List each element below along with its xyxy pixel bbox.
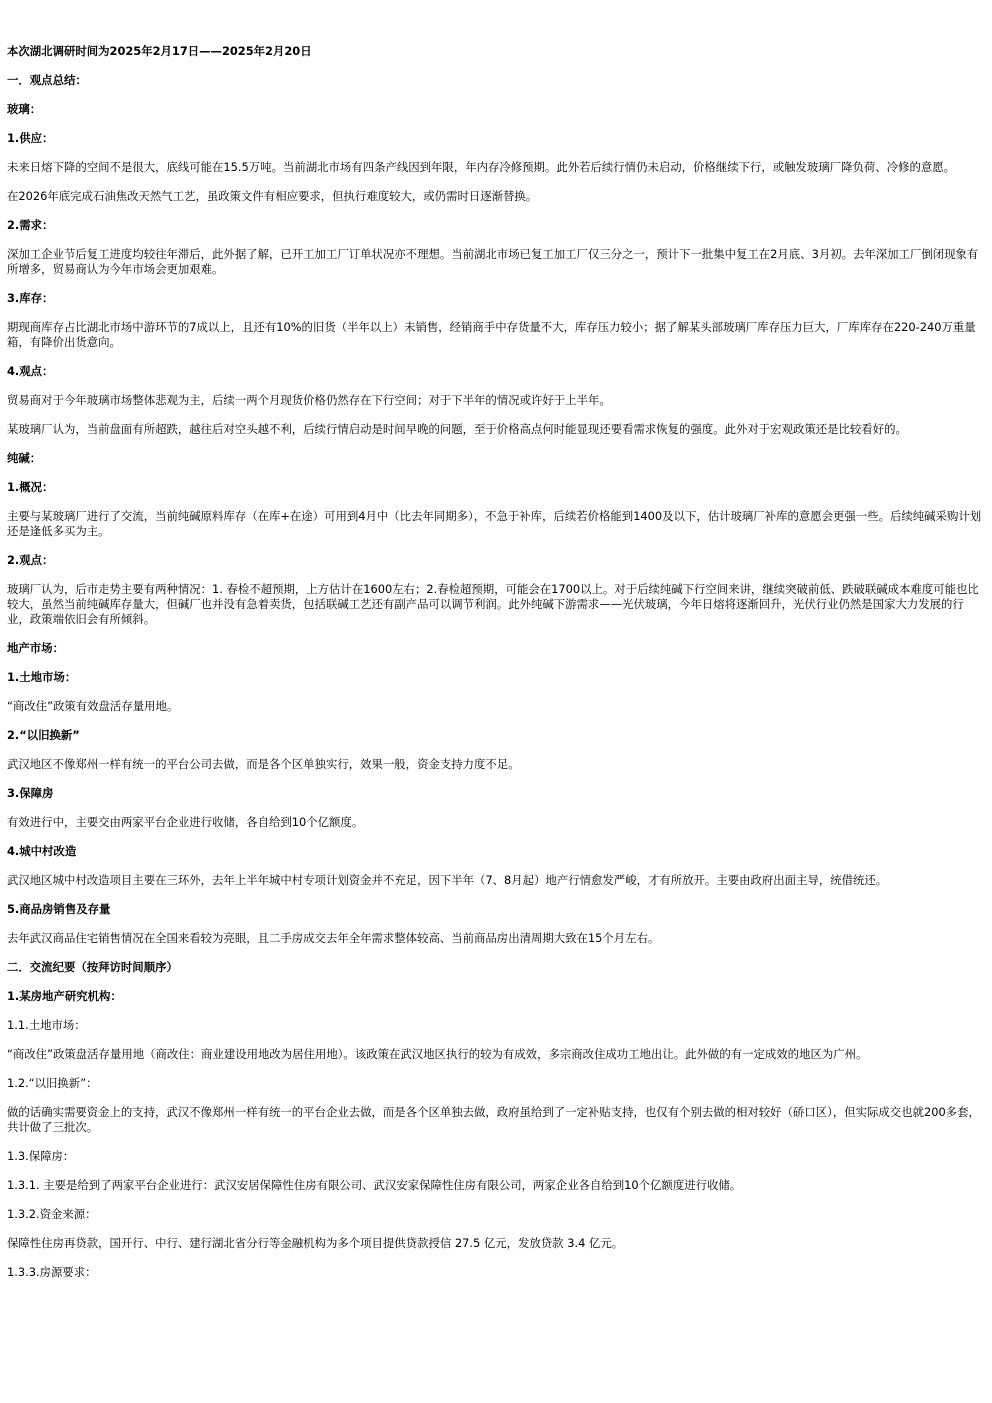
glass-views-paragraph: 贸易商对于今年玻璃市场整体悲观为主，后续一两个月现货价格仍然存在下行空间；对于下半年的情况或许好于上半年。 — [7, 393, 611, 407]
topic-heading-real-estate: 地产市场： — [7, 641, 64, 655]
section-title-meeting-notes: 二．交流纪要（按拜访时间顺序） — [7, 960, 178, 974]
affordable-housing-item: 1.3.1. 主要是给到了两家平台企业进行：武汉安居保障性住房有限公司、武汉安家保障性住房有限公司，两家企业各自给到10个亿额度进行收储。 — [7, 1178, 742, 1192]
land-market-heading: 1.土地市场： — [7, 670, 77, 684]
trade-in-paragraph: 武汉地区不像郑州一样有统一的平台公司去做，而是各个区单独实行，效果一般，资金支持力度不足。 — [7, 757, 520, 771]
soda-views-paragraph: 玻璃厂认为，后市走势主要有两种情况：1. 春检不超预期，上方估计在1600左右；2.春检超预期，可能会在1700以上。对于后续纯碱下行空间来讲，继续突破前低、跌破联碱成本难度可能也比较大，虽然当前纯碱库存量大，但碱厂也并没有急着卖货，包括联碱工艺还有副产品可以调节利润。此外纯碱下游需求——光伏玻璃，今年日熔将逐渐回升，光伏行业仍然是国家大力发展的行业，政策端依旧会有所倾斜。 — [7, 582, 979, 626]
glass-supply-paragraph: 在2026年底完成石油焦改天然气工艺，虽政策文件有相应要求，但执行难度较大，或仍需时日逐渐替换。 — [7, 189, 538, 203]
housing-sales-heading: 5.商品房销售及存量 — [7, 902, 111, 916]
glass-supply-paragraph: 未来日熔下降的空间不是很大，底线可能在15.5万吨。当前湖北市场有四条产线因到年限，年内存冷修预期。此外若后续行情仍未启动，价格继续下行，或触发玻璃厂降负荷、冷修的意愿。 — [7, 160, 956, 174]
affordable-housing-paragraph: 有效进行中，主要交由两家平台企业进行收储，各自给到10个亿额度。 — [7, 815, 364, 829]
soda-overview-paragraph: 主要与某玻璃厂进行了交流，当前纯碱原料库存（在库+在途）可用到4月中（比去年同期多），不急于补库，后续若价格能到1400及以下，估计玻璃厂补库的意愿会更强一些。后续纯碱采购计划还是逢低多买为主。 — [7, 509, 982, 538]
org-heading-real-estate-institute: 1.某房地产研究机构： — [7, 989, 122, 1003]
section-title-views-summary: 一．观点总结： — [7, 73, 87, 87]
glass-inventory-heading: 3.库存： — [7, 291, 54, 305]
trade-in-heading: 2.“以旧换新” — [7, 728, 80, 742]
funding-source-detail: 保障性住房再贷款，国开行、中行、建行湖北省分行等金融机构为多个项目提供贷款授信 27.5 亿元，发放贷款 3.4 亿元。 — [7, 1236, 624, 1250]
trade-in-detail: 做的话确实需要资金上的支持，武汉不像郑州一样有统一的平台企业去做，而是各个区单独去做，政府虽给到了一定补贴支持，也仅有个别去做的相对较好（硚口区），但实际成交也就200多套，共计做了三批次。 — [7, 1105, 980, 1134]
land-market-detail: “商改住”政策盘活存量用地（商改住：商业建设用地改为居住用地）。该政策在武汉地区执行的较为有成效，多宗商改住成功工地出让。此外做的有一定成效的地区为广州。 — [7, 1047, 868, 1061]
glass-demand-heading: 2.需求： — [7, 218, 54, 232]
housing-sales-paragraph: 去年武汉商品住宅销售情况在全国来看较为亮眼，且二手房成交去年全年需求整体较高、当前商品房出清周期大致在15个月左右。 — [7, 931, 660, 945]
soda-views-heading: 2.观点： — [7, 553, 54, 567]
soda-overview-heading: 1.概况： — [7, 480, 54, 494]
urban-village-heading: 4.城中村改造 — [7, 844, 77, 858]
glass-demand-paragraph: 深加工企业节后复工进度均较往年滞后，此外据了解，已开工加工厂订单状况亦不理想。当前湖北市场已复工加工厂仅三分之一，预计下一批集中复工在2月底、3月初。去年深加工厂倒闭现象有所增多，贸易商认为今年市场会更加艰难。 — [7, 247, 979, 276]
urban-village-paragraph: 武汉地区城中村改造项目主要在三环外，去年上半年城中村专项计划资金并不充足，因下半年（7、8月起）地产行情愈发严峻，才有所放开。主要由政府出面主导，统借统还。 — [7, 873, 888, 887]
subsection-title-land-market: 1.1.土地市场： — [7, 1018, 86, 1032]
subsection-title-affordable-housing: 1.3.保障房： — [7, 1149, 75, 1163]
glass-inventory-paragraph: 期现商库存占比湖北市场中游环节的7成以上，且还有10%的旧货（半年以上）未销售，经销商手中存货量不大，库存压力较小；据了解某头部玻璃厂库存压力巨大，厂库库存在220-240万重量箱，有降价出货意向。 — [7, 320, 976, 349]
subsection-title-trade-in: 1.2.“以旧换新”： — [7, 1076, 98, 1090]
land-market-paragraph: “商改住”政策有效盘活存量用地。 — [7, 699, 179, 713]
topic-heading-soda-ash: 纯碱： — [7, 451, 42, 465]
glass-views-heading: 4.观点： — [7, 364, 54, 378]
glass-views-paragraph: 某玻璃厂认为，当前盘面有所超跌，越往后对空头越不利，后续行情启动是时间早晚的问题，至于价格高点何时能显现还要看需求恢复的强度。此外对于宏观政策还是比较看好的。 — [7, 422, 907, 436]
affordable-housing-heading: 3.保障房 — [7, 786, 54, 800]
survey-period: 本次湖北调研时间为2025年2月17日——2025年2月20日 — [7, 44, 312, 58]
document-body — [7, 44, 985, 1280]
glass-supply-heading: 1.供应： — [7, 131, 54, 145]
topic-heading-glass: 玻璃： — [7, 102, 42, 116]
funding-source-title: 1.3.2.资金来源： — [7, 1207, 97, 1221]
housing-requirements-title: 1.3.3.房源要求： — [7, 1265, 97, 1279]
